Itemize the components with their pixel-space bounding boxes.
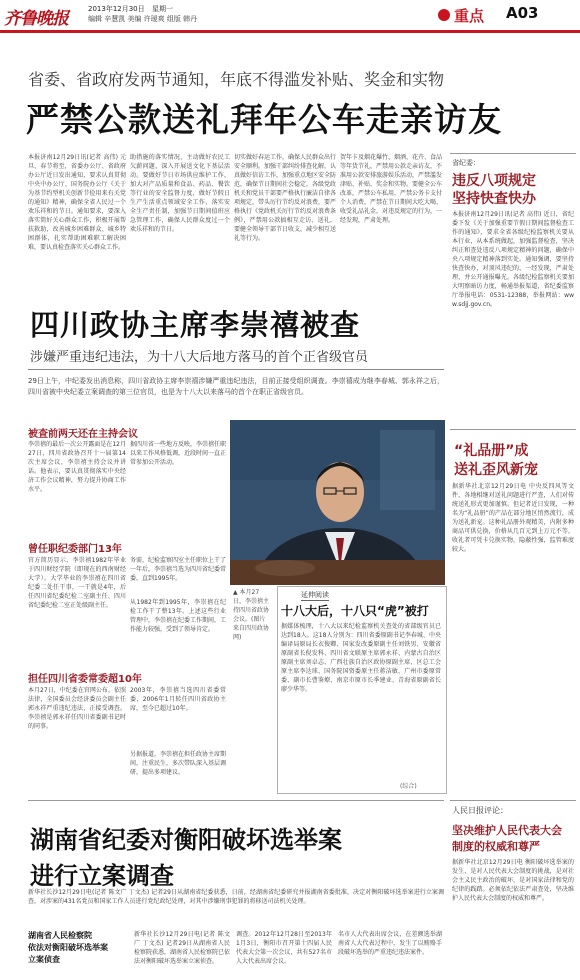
middle-column-text-2: 从1982年到1995年，李崇禧在纪检工作干了整13年。上述这些行业管理中，李崇禧在纪委工作期间，工作能力较强，受到了领导肯定。: [130, 599, 226, 633]
editor-credits: 编辑 辛慧凯 美编 许瑷爽 组版 韩丹: [88, 15, 198, 23]
subhead-standing-committee-body-2: 2003年，李崇禧当选四川省委常委，2006年1月转任四川省政协主席，至今已超过10年。: [130, 687, 226, 712]
news-photo: [230, 420, 445, 585]
sidebar1-body: 本报济南12月29日讯(记者 高伟) 近日，省纪委下发《关于加强重要节假日期间监督检查工作的通知》，要求全省各级纪检监察机关要从本行业，从本系统做起，加强监督检查，坚决纠正和查处违反八项规定精神的问题，确保中央八项规定精神落到实处。通知强调，要坚持快查快办，对顶风违纪的，一经发现，严肃处理，并公开通报曝光。各级纪检监察机关要加大明察暗访力度，畅通举报渠道，省纪委监察厅举报电话：0531-12388，举报网站：www.sdjj.gov.cn。: [452, 211, 574, 308]
sidebar3-body: 据新华社北京12月29日电 衡阳破坏选举案的发生，是对人民代表大会制度的挑战，是对社会主义民主政治的破坏，是对国家法律和党的纪律的践踏。必须依纪依法严肃查处，坚决维护人民代表大会制度的权威和尊严。: [452, 859, 574, 902]
story2-subheadline: 涉嫌严重违纪违法，为十八大后地方落马的首个正省级官员: [30, 350, 369, 365]
subhead-discipline-career: 曾任职纪委部门13年: [28, 544, 122, 555]
newspaper-logo: 齐鲁晚报: [4, 9, 68, 29]
sidebar3-headline-line1: 坚决维护人民代表大会: [452, 824, 562, 837]
lead-column-2: 助措施的落实情况，主动做好农民工欠薪问题，深入开展送文化下基层活动。要做好节日市场供应维护工作，加大对产品质量和食品、药品、餐饮等行业的安全监督力度，做好节假日生产生活重点领域安全工作，落实安全生产责任制，加强节日期间值班应急管理工作，确保人民群众度过一个欢乐祥和的节日。: [130, 154, 230, 233]
sidebar2-headline-line2: 送礼歪风新宠: [454, 462, 538, 478]
procuratorate-box: [28, 930, 128, 978]
section-dot-icon: [438, 9, 450, 21]
sidebar1-divider: [450, 153, 576, 154]
masthead: [0, 0, 580, 30]
story3-lede: 新华社长沙12月29日电(记者 陈文广 丁文杰) 记者29日从湖南省纪委获悉，日前，经湖南省纪委研究并报湖南省委批准，决定对衡阳破坏选举案进行立案调查，对涉案的431名党员和国家工作人员进行党纪政纪处理，对其中涉嫌刑事犯罪的将移送司法机关处理。: [28, 889, 444, 905]
sidebar3-kicker: 人民日报评论：: [452, 806, 508, 815]
photo-caption: ▲ 本月27日，李崇禧主持四川省政协会议。(图片来自四川政协网): [233, 589, 270, 641]
section-name: 重点: [454, 6, 485, 25]
lead-kicker: 省委、省政府发两节通知，年底不得滥发补贴、奖金和实物: [28, 70, 445, 89]
subhead-standing-committee: 担任四川省委常委超10年: [28, 674, 142, 685]
lead-column-3: 切实做好春运工作，确保人民群众出行安全顺利。加强干部纠纷排查化解，认真做好信访工作，加强重点地区安全防范，确保节日期间社会稳定。各级党政机关和党员干部要严格执行廉洁自律各项规定，带头厉行节约反对浪费，要严格执行《党政机关厉行节约反对浪费条例》，严禁用公款搞相互走访、送礼，要健全领导干部节日收支，减少相互送礼等行为。: [234, 154, 336, 242]
subhead-last-meeting: 被查前两天还在主持会议: [28, 429, 138, 440]
subhead-last-meeting-body-2: 据四川省一些地方反映，李崇禧任职以来工作风格低调，近段时间一直正常参加公开活动。: [130, 441, 226, 466]
portrait-illustration: [230, 420, 445, 585]
section-badge: [438, 4, 498, 26]
sidebar3-headline-line2: 制度的权威和尊严: [452, 840, 540, 853]
lead-headline: 严禁公款送礼拜年公车走亲访友: [26, 100, 502, 139]
sidebar1-headline-line2: 坚持快查快办: [452, 191, 536, 207]
extended-reading-tag: 延伸阅读: [301, 591, 329, 599]
middle-column-text-1: 务需，纪检监察四室主任职位上干了一年后，李崇禧当选为四川省纪委常委，直到1995年。: [130, 557, 226, 582]
lead-column-4: 贺年卡及烟花爆竹、烟酒、花卉、食品等年货节礼，严禁用公款走亲访友，不准用公款安排旅游娱乐活动，严禁滥发津贴、补贴、奖金和实物。要健全公车改革，严禁公车私用，严禁公务卡支付个人消费，严禁在节日期间大吃大喝、收受礼品礼金，对违反规定的行为，一经发现，严肃处理。: [340, 154, 442, 224]
subhead-discipline-career-body: 官方简历显示，李崇禧1982年毕业于四川财经学院（即现在的西南财经大学）。大学毕业的李崇禧在四川省纪委二处任干事，一干就是4年，后任四川省纪委纪检二室副主任、四川省纪委纪检二室正处级副主任。: [28, 557, 126, 609]
subhead-last-meeting-body: 李崇禧的最后一次公开露面是在12月27日，四川省政协召开十一届第14次主席会议，李崇禧主持会议并讲话。他表示，要认真贯彻落实中央经济工作会议精神，努力提升协商工作水平。: [28, 441, 126, 493]
sidebar2-body: 据新华社北京12月29日电 中央反四风等文件，各地相继对送礼问题进行严查，人们对传统送礼形式更加谨慎。但记者近日发现，一种名为“礼品册”的产品在部分地区悄然流行，成为送礼新宠。这种礼品册外观精美，内附多种商品可供兑换，价格从几百元到上万元不等，收礼者可凭卡兑换实物，隐蔽性强，监管难度较大。: [452, 483, 574, 553]
sidebar1-kicker: 省纪委：: [452, 159, 480, 167]
procuratorate-line1: 湖南省人民检察院: [28, 931, 92, 940]
sidebar1-headline-line1: 违反八项规定: [452, 173, 536, 189]
extended-reading-headline: 十八大后，十八只“虎”被打: [281, 604, 429, 618]
story3-column-3: 调查。2012年12月28日至2013年1月3日，衡阳市召开第十四届人民代表大会第一次会议，共有527名市人大代表出席会议。: [236, 931, 332, 965]
sidebar2-divider: [450, 429, 576, 430]
lead-column-1: 本报济南12月29日讯(记者 高伟) 元旦、春节将至，省委办公厅、省政府办公厅近日发出通知，要求认真贯彻中央中办公厅、国务院办公厅《关于为基节约型机关创新节俭用来有关党的通知》精神，确保全省人民过一个欢乐祥和的节日。通知要求，要深入落实简好关心群众工作，积极开展帮扶救助，改善城乡困难群众、城乡特困群体，扎实帮助困难职工解决困难，要认真检查落实关心群众工作。: [28, 154, 126, 251]
middle-column-text-3: 另据报道，李崇禧在担任政协主席期间，注重民生，多次带队深入基层调研，提出多项建议。: [130, 751, 226, 776]
story2-divider: [28, 369, 444, 370]
issue-weekday: 星期一: [152, 5, 173, 13]
story2-lede: 29日上午，中纪委发出消息称，四川省政协主席李崇禧涉嫌严重违纪违法，目前正接受组织调查。李崇禧成为继李春城、郭永祥之后，四川省被中央纪委立案调查的第三位官员，也是为十八大以来落马的首个在职正省级官员。: [28, 377, 444, 396]
procuratorate-line3: 立案侦查: [28, 955, 60, 964]
story2-headline: 四川政协主席李崇禧被查: [30, 308, 361, 342]
extended-reading-body: 据媒体梳理，十八大以来纪检监察机关查处的省部级官员已达到18人。这18人分别为：四川省委原副书记李春城、中央编译局原局长衣俊卿、国家发改委原副主任刘铁男、安徽省原副省长倪发科、四川省文联原主席郭永祥、内蒙古自治区原副主席刘卓志、广西壮族自治区政协原副主席、区总工会原主席李达球、国务院国资委原主任蒋洁敏、广州市委原常委、副市长曹鉴燎、南京市原市长季建业、青海省原副省长廖少华等。: [281, 623, 441, 693]
issue-date: 2013年12月30日: [88, 5, 145, 13]
extended-reading-source: (综合): [400, 783, 417, 790]
story3-column-4: 名市人大代表出席会议，在差额选举湖南省人大代表过程中，发生了以贿赂手段破坏选举的严重违纪违法案件。: [338, 931, 442, 956]
story3-column-2: 新华社长沙12月29日电(记者 陈文广 丁文杰) 记者29日从湖南省人民检察院获悉，湖南省人民检察院已依法对衡阳破坏选举案立案侦查。: [134, 931, 230, 965]
sidebar2-headline-line1: “礼品册”成: [454, 443, 529, 459]
masthead-divider: [0, 30, 580, 33]
story3-divider: [28, 800, 444, 801]
subhead-standing-committee-body: 本月27日，中纪委在官网公布，依照法律，全国委员会经济委员会副主任郭永祥严重违纪违法，正接受调查。李崇禧是郭永祥任四川省委副书记时的同事。: [28, 687, 126, 730]
procuratorate-line2: 依法对衡阳破坏选举案: [28, 943, 108, 952]
story3-headline-line2: 进行立案调查: [30, 861, 174, 890]
page-number: A03: [506, 4, 539, 22]
sidebar3-divider: [450, 800, 576, 801]
story3-headline-line1: 湖南省纪委对衡阳破坏选举案: [30, 825, 342, 854]
